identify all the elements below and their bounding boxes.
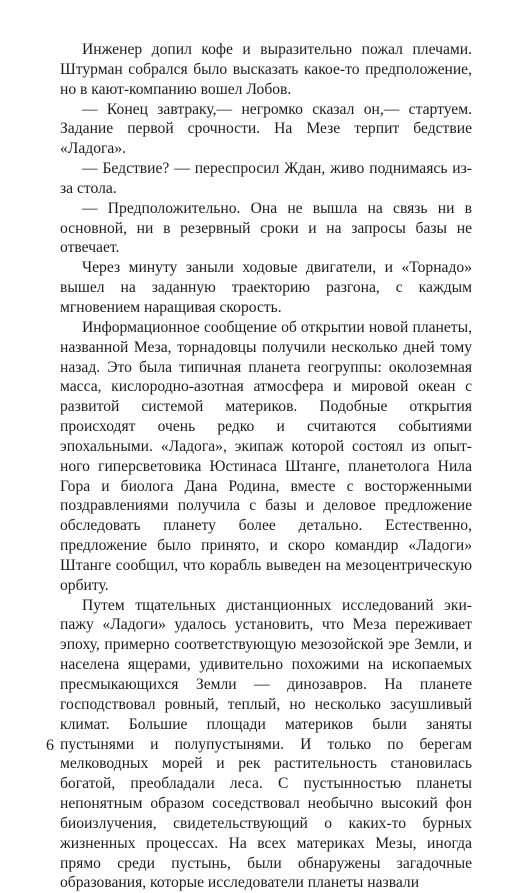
paragraph-1: Инженер допил кофе и выразительно пожал плечами. Штурман собрался было высказать какое-то предположение, но в кают-компанию вошел Лобов.: [60, 41, 472, 98]
paragraph-2: — Конец завтраку,— негромко сказал он,— стартуем. Задание первой срочности. На Мезе терпит бедствие «Ладога».: [60, 100, 472, 158]
paragraph-3: — Бедствие? — переспросил Ждан, живо поднимаясь из-за стола.: [60, 160, 472, 197]
paragraph-6: Информационное сообщение об открытии новой планеты, названной Меза, торнадовцы получили несколько дней тому назад. Это была типичная планета геогруппы: околоземная масса, кислородно-азотная атмосфера и мировой океан с развитой системой материков. Подобные открытия происходят очень редко и считаются событиями эпохальными. «Ладога», экипаж которой состоял из опытного гиперсветовика Юстинаса Штанге, планетолога Нила Гора и биолога Дана Родина, вместе с восторженными поздравлениями получила с базы и деловое предложение обследовать планету более детально. Естественно, предложение было принято, и скоро командир «Ладоги» Штанге сообщил, что корабль выведен на мезоцентрическую орбиту.: [60, 318, 472, 594]
paragraph-5: Через минуту заныли ходовые двигатели, и «Торнадо» вышел на заданную траекторию разгона, с каждым мгновением наращивая скорость.: [60, 259, 472, 316]
paragraph-7: Путем тщательных дистанционных исследований экипажу «Ладоги» удалось установить, что Меза переживает эпоху, примерно соответствующую мезозойской эре Земли, и населена ящерами, удивительно похожими на ископаемых пресмыкающихся Земли — динозавров. На планете господствовал ровный, теплый, но несколько засушливый климат. Большие площади материков были заняты пустынями и полупустынями. И только по берегам мелководных морей и рек растительность становилась богатой, преобладали леса. С пустынностью планеты непонятным образом соседствовал необычно высокий фон биоизлучения, свидетельствующий о каких-то бурных жизненных процессах. На всех материках Мезы, иногда прямо среди пустынь, были обнаружены загадочные образования, которые исследователи планеты назвали: [60, 596, 472, 892]
paragraph-4: — Предположительно. Она не вышла на связь ни в основной, ни в резервный сроки и на запросы базы не отвечает.: [60, 199, 472, 257]
page-number: 6: [46, 737, 54, 754]
page-text: [60, 40, 472, 893]
